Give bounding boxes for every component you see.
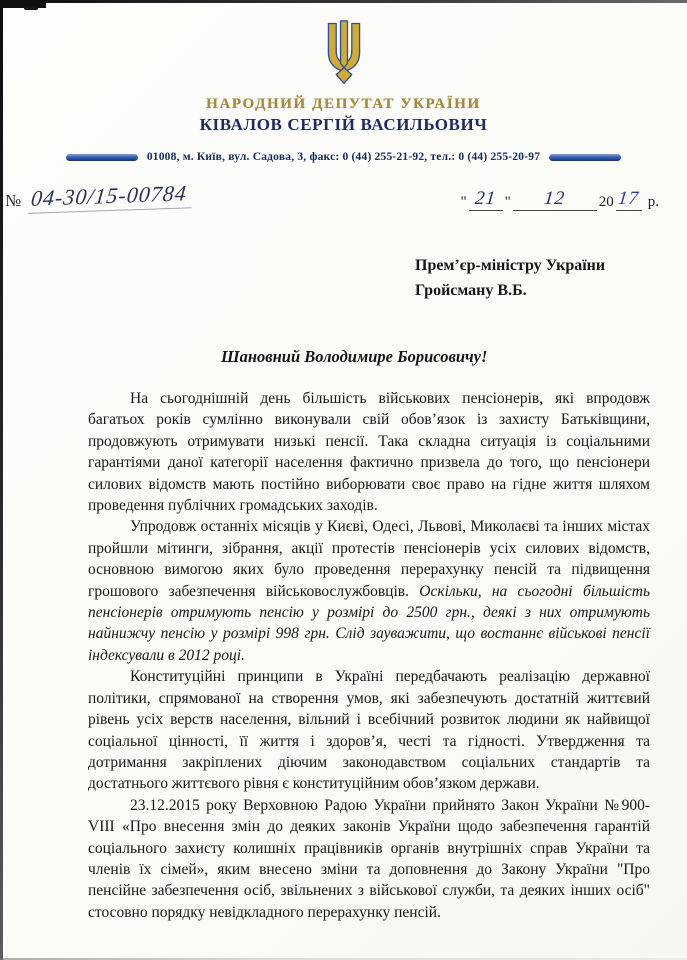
body-paragraph-2-normal: Упродовж останніх місяців у Києві, Одесі, Львові, Миколаєві та інших містах пройшли мітинги, зібрання, акції протестів пенсіонерів усіх силових відомств, основною вимогою яких було проведення перерахунку пенсій та підвищення грошового забезпечення військовослужбовців. (88, 518, 650, 600)
scan-artifact-left-edge (0, 0, 3, 960)
scan-artifact-corner (0, 0, 46, 8)
date-era-suffix: р. (647, 194, 659, 210)
addressee-line-2: Гройсману В.Б. (415, 282, 527, 299)
handwritten-month: 12 (543, 188, 567, 209)
number-sign-label: № (5, 191, 22, 210)
outgoing-number (5, 180, 193, 211)
date-day-blank (469, 188, 503, 211)
letterhead-address: 01008, м. Київ, вул. Садова, 3, факс: 0 (44) 255-21-92, тел.: 0 (44) 255-20-97 (146, 151, 541, 163)
handwritten-day: 21 (474, 188, 498, 209)
body-paragraph-2-italic: Оскільки, на сьогодні більшість пенсіонерів отримують пенсію у розмірі до 2500 грн., деякі з них отримують найнижчу пенсію у розмірі 998 грн. Слід зауважити, що востаннє військові пенсії індексували в 2012 році. (88, 582, 650, 664)
body-paragraph-1: На сьогоднішній день більшість військових пенсіонерів, які впродовж багатьох років сумлінно виконували свій обов’язок із захисту Батьківщини, продовжують отримувати низькі пенсії. Така складна ситуація із соціальними гарантіями даної категорії населення фактично призвела до того, що пенсіонери силових відомств мають постійно виборювати своє право на гідне життя шляхом проведення публічних громадських заходів. (88, 390, 650, 515)
date-year-prefix: 20 (598, 194, 614, 210)
scan-artifact-dash (24, 6, 38, 10)
handwritten-year: 17 (617, 188, 641, 209)
letterhead-address-row (0, 151, 687, 163)
address-decor-bar-right (549, 154, 621, 161)
date-year-blank (616, 188, 642, 211)
reference-row (0, 180, 687, 211)
address-decor-bar-left (66, 154, 138, 161)
date-field (461, 188, 660, 211)
date-quote-close: " (504, 194, 511, 210)
addressee-line-1: Прем’єр-міністру України (415, 257, 606, 274)
deputy-name: КІВАЛОВ СЕРГІЙ ВАСИЛЬОВИЧ (199, 115, 488, 134)
salutation: Шановний Володимире Борисовичу! (221, 347, 488, 366)
tryzub-emblem-icon (318, 20, 370, 91)
letterhead-title: НАРОДНИЙ ДЕПУТАТ УКРАЇНИ (206, 96, 481, 112)
body-paragraph-4: 23.12.2015 року Верховною Радою України прийнято Закон України №900-VIII «Про внесення змін до деяких законів України щодо забезпечення гарантій соціального захисту колишніх працівників органів внутрішніх справ України та членів їх сімей», яким внесено зміни та доповнення до Закону України "Про пенсійне забезпечення осіб, звільнених з військової служби, та деяких інших осіб" стосовно порядку невідкладного перерахунку пенсій. (88, 796, 650, 921)
addressee-block (415, 253, 687, 303)
handwritten-reference-number: 04-30/15-00784 (28, 180, 195, 214)
body-paragraph-3: Конституційні принципи в Україні передбачають реалізацію державної політики, спрямованої на створення умов, які забезпечують достатній життєвий рівень усіх верств населення, вільний і всебічний розвиток людини як найвищої соціальної цінності, її життя і здоров’я, честі та гідності. Утвердження та дотримання закріплених діючим законодавством соціальних стандартів та достатнього життєвого рівня є конституційним обов’язком держави. (88, 668, 650, 793)
body-paragraph-2 (88, 516, 650, 666)
scan-artifact-top-edge (0, 0, 687, 3)
date-month-blank (513, 188, 597, 211)
date-quote-open: " (460, 194, 467, 210)
letterhead (0, 0, 687, 163)
letter-body (0, 388, 687, 923)
